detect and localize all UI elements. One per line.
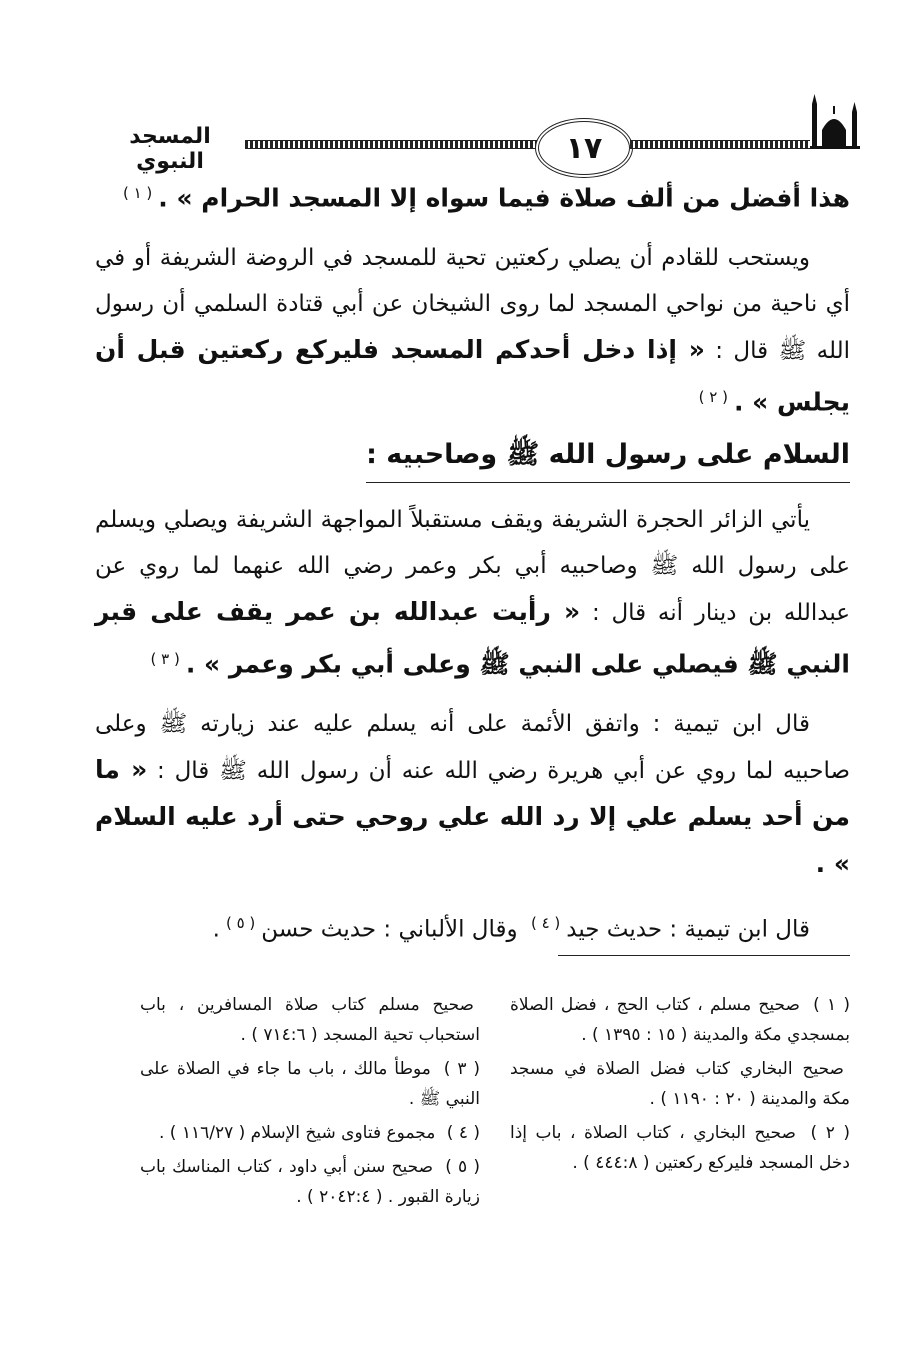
hadith-quote: « إذا دخل أحدكم المسجد فليركع ركعتين قبل أن يجلس » . [95,334,850,417]
grading-end: . [212,916,220,943]
footnote-text: موطأ مالك ، باب ما جاء في الصلاة على النبي ﷺ . [140,1059,480,1109]
footnote-item [140,1118,480,1148]
grading-text-b: وقال الألباني : حديث حسن [261,916,518,943]
paragraph-continuation [95,170,850,223]
section-heading: السلام على رسول الله ﷺ وصاحبيه : [366,432,850,483]
footnote-text: صحيح مسلم كتاب صلاة المسافرين ، باب استحباب تحية المسجد ( ٧١٤:٦ ) . [140,995,480,1045]
paragraph-text: ويستحب للقادم أن يصلي ركعتين تحية للمسجد في الروضة الشريفة أو في أي ناحية من نواحي المسجد لما روى الشيخان عن أبي قتادة السلمي أن رسول الله ﷺ قال : [95,244,850,364]
footnote-ref-5: ( ٥ ) [225,913,256,932]
paragraph-grading [95,900,850,953]
footnote-ref-1: ( ١ ) [122,184,153,202]
paragraph-visit [95,497,850,689]
footnote-text: صحيح البخاري كتاب فضل الصلاة في مسجد مكة والمدينة ( ٢٠ : ١١٩٠ ) . [510,1059,850,1109]
paragraph-text: يأتي الزائر الحجرة الشريفة ويقف مستقبلاً المواجهة الشريفة ويصلي ويسلم على رسول الله ﷺ وصاحبيه أبي بكر وعمر رضي الله عنهما لما روي عن عبدالله بن دينار أنه قال : [95,507,850,627]
footnote-text: صحيح مسلم ، كتاب الحج ، فضل الصلاة بمسجدي مكة والمدينة ( ١٥ : ١٣٩٥ ) . [510,995,850,1045]
footnote-number: ( ١ ) [813,995,850,1015]
book-title: المسجد النبوي [129,124,211,174]
footnote-number: ( ٢ ) [810,1123,850,1143]
footnote-number: ( ٣ ) [443,1059,480,1079]
footnote-separator [558,955,850,956]
header-ornament-rule-right [630,140,810,149]
footnote-ref-3: ( ٣ ) [150,650,180,669]
footnote-text: مجموع فتاوى شيخ الإسلام ( ١١٦/٢٧ ) . [159,1123,436,1143]
footnotes-left-column [140,990,480,1216]
footnote-item [510,1054,850,1114]
paragraph-ibn-taymiyyah [95,701,850,888]
footnotes-right-column [510,990,850,1182]
hadith-quote: « ما من أحد يسلم علي إلا رد الله علي روحي حتى أرد عليه السلام » . [95,754,850,878]
header-ornament-rule-left [245,140,540,149]
paragraph-text: قال ابن تيمية : واتفق الأئمة على أنه يسلم عليه عند زيارته ﷺ وعلى صاحبيه لما روي عن أبي هريرة رضي الله عنه أن رسول الله ﷺ قال : [95,710,850,784]
footnote-item [510,990,850,1050]
main-text [95,170,850,953]
hadith-quote: « رأيت عبدالله بن عمر يقف على قبر النبي ﷺ فيصلي على النبي ﷺ وعلى أبي بكر وعمر » . [95,597,850,679]
hadith-quote-end: هذا أفضل من ألف صلاة فيما سواه إلا المسجد الحرام » . [158,183,850,213]
footnote-item [140,1152,480,1212]
footnote-item [140,990,480,1050]
footnote-number: ( ٤ ) [446,1123,480,1143]
page-number: ١٧ [535,118,633,178]
footnote-text: صحيح البخاري ، كتاب الصلاة ، باب إذا دخل المسجد فليركع ركعتين ( ٤٤٤:٨ ) . [510,1123,850,1173]
footnote-ref-2: ( ٢ ) [698,387,728,406]
footnote-item [510,1118,850,1178]
footnote-text: صحيح سنن أبي داود ، كتاب المناسك باب زيارة القبور . ( ٢٠٤٢:٤ ) . [140,1157,480,1207]
mosque-icon [810,90,860,150]
paragraph-greeting-prayer [95,235,850,427]
footnote-ref-4: ( ٤ ) [530,913,561,932]
footnote-number: ( ٥ ) [445,1157,480,1177]
grading-text-a: قال ابن تيمية : حديث جيد [566,916,810,943]
footnote-item [140,1054,480,1114]
